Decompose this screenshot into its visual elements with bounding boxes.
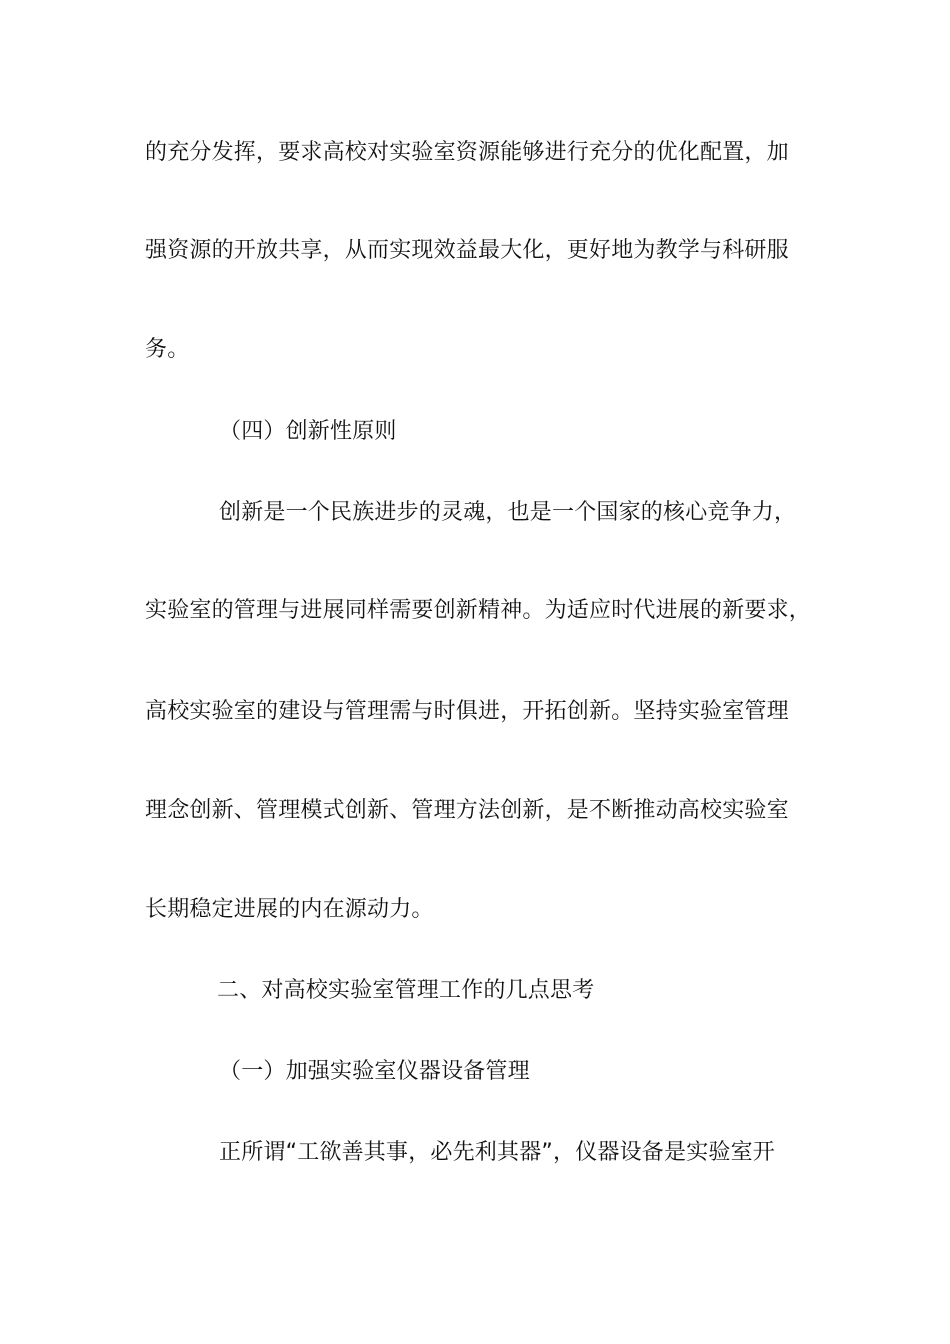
section-heading-innovation: （四）创新性原则 [219,419,397,444]
body-text-line: 强资源的开放共享，从而实现效益最大化，更好地为教学与科研服 [145,238,789,263]
body-text-line: 务。 [145,337,190,362]
section-heading-part-two: 二、对高校实验室管理工作的几点思考 [217,978,595,1003]
section-heading-equipment: （一）加强实验室仪器设备管理 [219,1059,530,1084]
body-text-line: 实验室的管理与进展同样需要创新精神。为适应时代进展的新要求， [145,598,812,623]
body-text-line: 创新是一个民族进步的灵魂，也是一个国家的核心竞争力， [219,500,797,525]
body-text-line: 高校实验室的建设与管理需与时俱进，开拓创新。坚持实验室管理 [145,699,789,724]
body-text-line: 长期稳定进展的内在源动力。 [145,897,434,922]
body-text-line: 理念创新、管理模式创新、管理方法创新，是不断推动高校实验室 [145,798,789,823]
body-text-line: 正所谓“工欲善其事，必先利其器”，仪器设备是实验室开 [219,1140,775,1165]
body-text-line: 的充分发挥，要求高校对实验室资源能够进行充分的优化配置，加 [145,140,789,165]
